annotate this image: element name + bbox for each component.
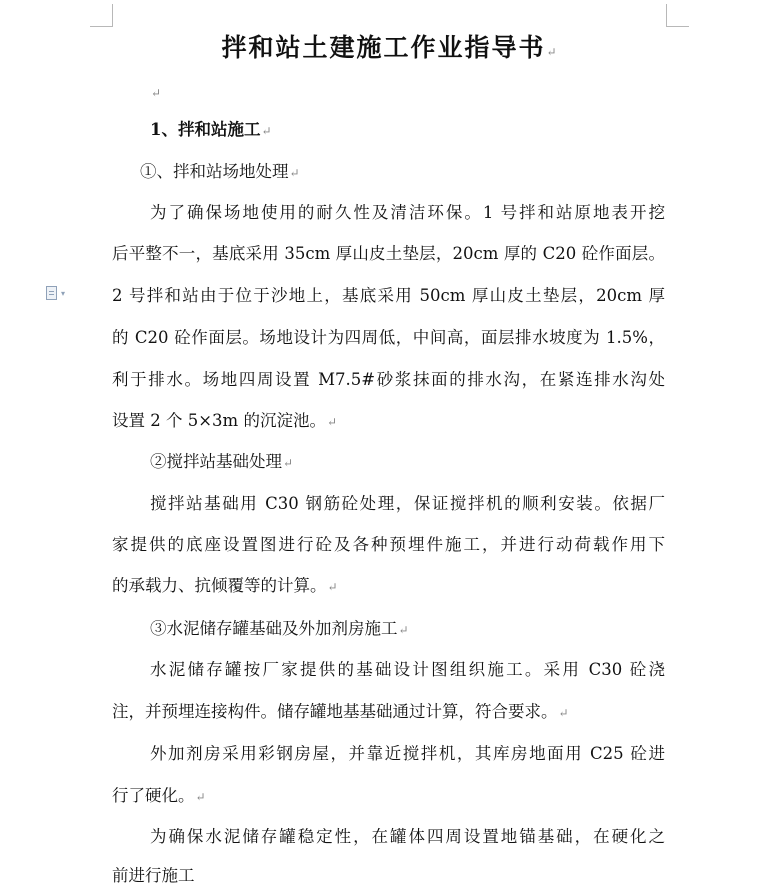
chevron-down-icon: ▾ xyxy=(61,289,66,298)
subheading-site-treatment xyxy=(140,162,300,183)
body-line-text: 的承载力、抗倾覆等的计算。 xyxy=(112,576,327,595)
document-icon xyxy=(46,286,57,300)
page-corner-mark-top-right xyxy=(666,4,689,27)
body-line-text: 设置 2 个 5×3m 的沉淀池。 xyxy=(112,411,326,430)
body-line: 后平整不一，基底采用 35cm 厚山皮土垫层，20cm 厚的 C20 砼作面层。 xyxy=(112,244,665,263)
paragraph-mark: ↵ xyxy=(546,45,559,59)
page-corner-mark-top-left xyxy=(90,4,113,27)
body-line: 家提供的底座设置图进行砼及各种预埋件施工，并进行动荷载作用下 xyxy=(112,535,665,554)
paragraph-mark: ↵ xyxy=(398,623,409,637)
subheading-text: ①、拌和站场地处理 xyxy=(140,162,289,181)
subheading-text: ③水泥储存罐基础及外加剂房施工 xyxy=(150,619,398,638)
paragraph-mark: ↵ xyxy=(151,86,162,100)
paragraph-mark: ↵ xyxy=(289,166,300,180)
body-line: 利于排水。场地四周设置 M7.5#砂浆抹面的排水沟，在紧连排水沟处 xyxy=(112,370,665,389)
document-title xyxy=(112,28,668,64)
paragraph-mark: ↵ xyxy=(195,790,206,804)
paragraph-mark: ↵ xyxy=(326,415,338,429)
empty-paragraph xyxy=(150,82,161,103)
subheading-text: ②搅拌站基础处理 xyxy=(150,452,282,471)
subheading-mixer-foundation xyxy=(150,452,293,473)
body-line-text: 注，并预埋连接构件。储存罐地基基础通过计算，符合要求。 xyxy=(112,702,558,721)
paragraph-mark: ↵ xyxy=(261,124,272,138)
paragraph-mark: ↵ xyxy=(327,580,338,594)
paragraph-mark: ↵ xyxy=(283,456,294,470)
body-line: 为了确保场地使用的耐久性及清洁环保。1 号拌和站原地表开挖 xyxy=(150,203,665,222)
subheading-cement-tank xyxy=(150,619,409,640)
body-line: 外加剂房采用彩钢房屋，并靠近搅拌机，其库房地面用 C25 砼进 xyxy=(150,744,665,763)
body-line-last xyxy=(112,411,337,432)
paragraph-mark: ↵ xyxy=(558,706,569,720)
body-line: 为确保水泥储存罐稳定性，在罐体四周设置地锚基础，在硬化之 xyxy=(150,827,665,846)
body-line-last xyxy=(112,576,338,597)
section-heading xyxy=(150,120,272,141)
body-line-cut: 前进行施工 xyxy=(112,866,195,885)
body-line-last xyxy=(112,786,206,807)
section-heading-text: 1、拌和站施工 xyxy=(150,120,261,139)
body-line: 搅拌站基础用 C30 钢筋砼处理，保证搅拌机的顺利安装。依据厂 xyxy=(150,494,665,513)
body-line-text: 行了硬化。 xyxy=(112,786,195,805)
document-title-text: 拌和站土建施工作业指导书 xyxy=(221,33,546,62)
body-line-last xyxy=(112,702,569,723)
body-line: 2 号拌和站由于位于沙地上，基底采用 50cm 厚山皮土垫层，20cm 厚 xyxy=(112,286,665,305)
body-line: 水泥储存罐按厂家提供的基础设计图组织施工。采用 C30 砼浇 xyxy=(150,660,665,679)
body-line: 的 C20 砼作面层。场地设计为四周低，中间高，面层排水坡度为 1.5%， xyxy=(112,328,665,347)
paragraph-options-icon[interactable] xyxy=(46,286,72,300)
